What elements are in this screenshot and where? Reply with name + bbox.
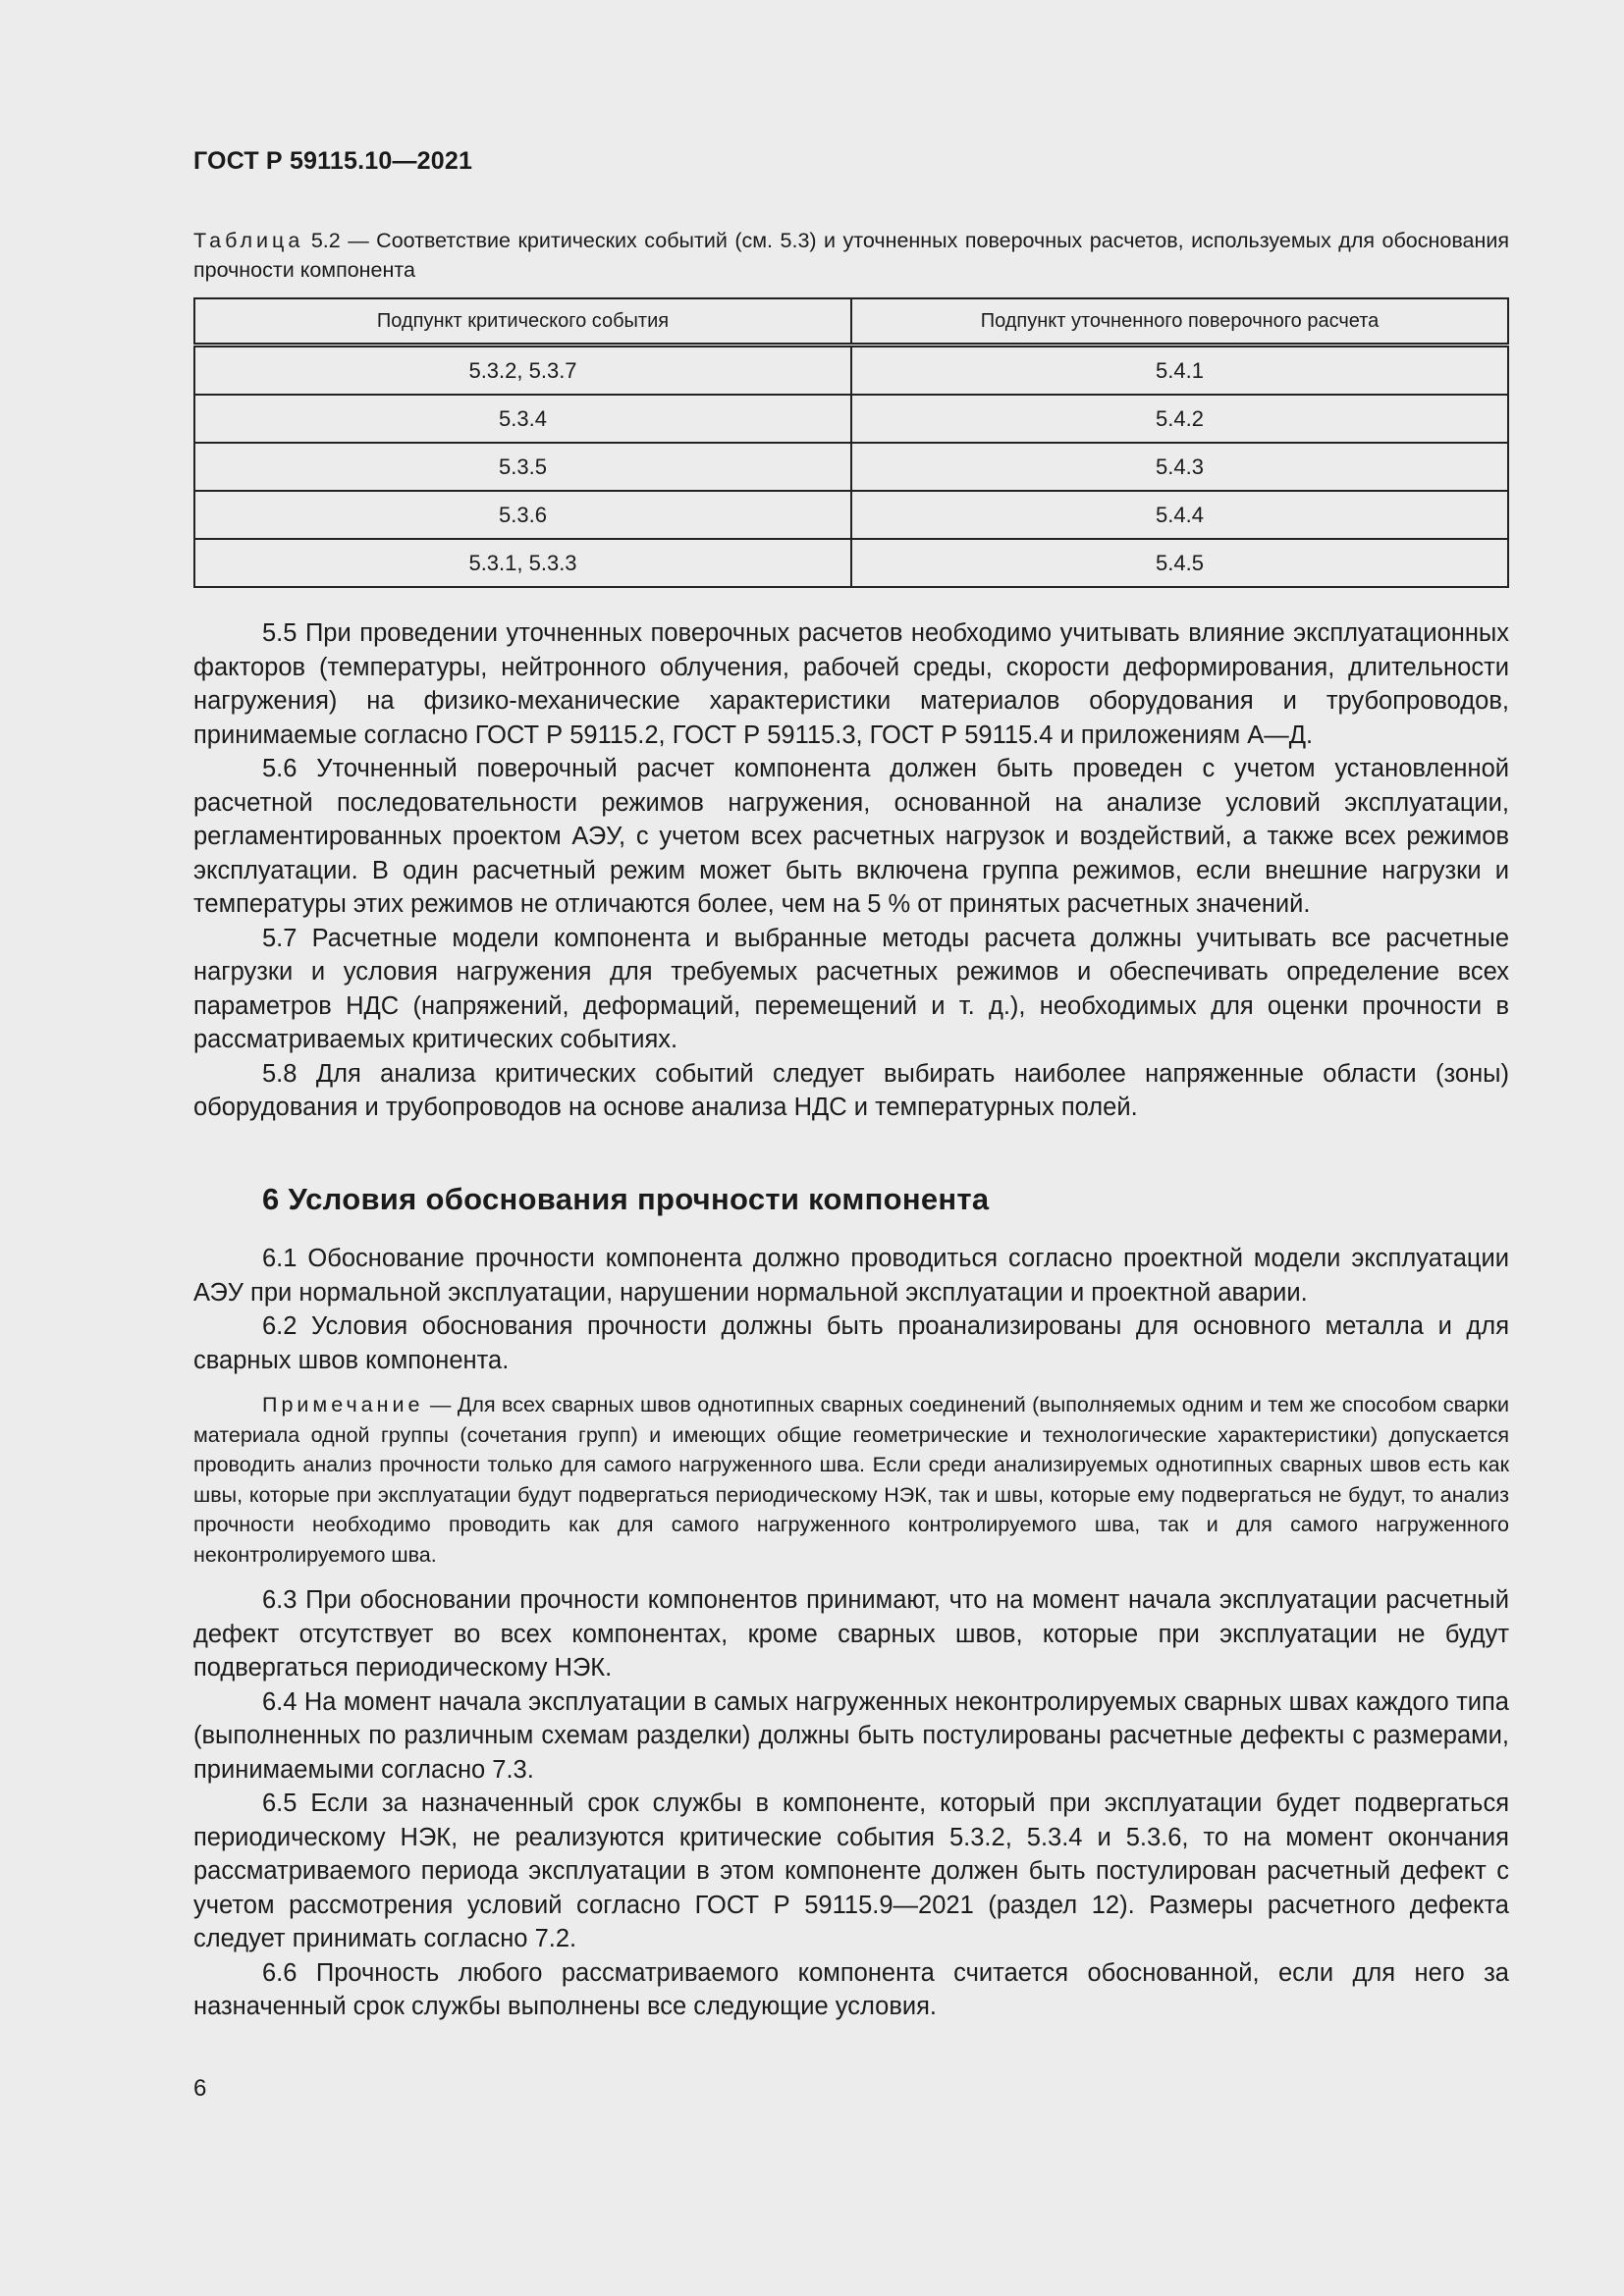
table-caption-text: 5.2 — Соответствие критических событий (см. 5.3) и уточненных поверочных расчетов, используемых для обоснования прочности компонента bbox=[193, 229, 1509, 282]
paragraph-6-1: 6.1 Обоснование прочности компонента должно проводиться согласно проектной модели эксплуатации АЭУ при нормальной эксплуатации, нарушении нормальной эксплуатации и проектной аварии. bbox=[193, 1245, 1509, 1307]
paragraph-5-5: 5.5 При проведении уточненных поверочных расчетов необходимо учитывать влияние эксплуатационных факторов (температуры, нейтронного облучения, рабочей среды, скорости деформирования, длительности нагружения) на физико-механические характеристики материалов оборудования и трубопроводов, принимаемые согласно ГОСТ Р 59115.2, ГОСТ Р 59115.3, ГОСТ Р 59115.4 и приложениям А—Д. bbox=[193, 619, 1509, 749]
document-code-header: ГОСТ Р 59115.10—2021 bbox=[193, 147, 473, 175]
column-header-verification-calc: Подпункт уточненного поверочного расчета bbox=[851, 298, 1508, 346]
table-cell: 5.3.4 bbox=[194, 395, 851, 443]
table-header-row bbox=[194, 298, 1508, 346]
table-cell: 5.3.2, 5.3.7 bbox=[194, 346, 851, 396]
table-cell: 5.4.1 bbox=[851, 346, 1508, 396]
paragraph-5-7: 5.7 Расчетные модели компонента и выбранные методы расчета должны учитывать все расчетные нагрузки и условия нагружения для требуемых расчетных режимов и обеспечивать определение всех параметров НДС (напряжений, деформаций, перемещений и т. д.), необходимых для оценки прочности в рассматриваемых критических событиях. bbox=[193, 924, 1509, 1053]
paragraph-6-5: 6.5 Если за назначенный срок службы в компоненте, который при эксплуатации будет подвергаться периодическому НЭК, не реализуются критические события 5.3.2, 5.3.4 и 5.3.6, то на момент окончания рассматриваемого периода эксплуатации в этом компоненте должен быть постулирован расчетный дефект с учетом рассмотрения условий согласно ГОСТ Р 59115.9—2021 (раздел 12). Размеры расчетного дефекта следует принимать согласно 7.2. bbox=[193, 1789, 1509, 1952]
note-text: — Для всех сварных швов однотипных сварных соединений (выполняемых одним и тем же способом сварки материала одной группы (сочетания групп) и имеющих общие геометрические и технологические характеристики) допускается проводить анализ прочности только для самого нагруженного шва. Если среди анализируемых однотипных сварных швов есть как швы, которые при эксплуатации будут подвергаться периодическому НЭК, так и швы, которые ему подвергаться не будут, то анализ прочности необходимо проводить как для самого нагруженного контролируемого шва, так и для самого нагруженного неконтролируемого шва. bbox=[193, 1393, 1509, 1567]
table-caption-label: Таблица bbox=[193, 229, 304, 252]
paragraph-6-6: 6.6 Прочность любого рассматриваемого компонента считается обоснованной, если для него за назначенный срок службы выполнены все следующие условия. bbox=[193, 1958, 1509, 2020]
section-6-paragraphs-bottom bbox=[193, 1583, 1509, 2024]
table-caption bbox=[193, 226, 1509, 285]
table-row bbox=[194, 346, 1508, 396]
table-row bbox=[194, 443, 1508, 491]
table-cell: 5.4.4 bbox=[851, 491, 1508, 539]
table-cell: 5.4.3 bbox=[851, 443, 1508, 491]
table-cell: 5.3.6 bbox=[194, 491, 851, 539]
correspondence-table bbox=[193, 297, 1509, 588]
paragraph-6-3: 6.3 При обосновании прочности компонентов принимают, что на момент начала эксплуатации расчетный дефект отсутствует во всех компонентах, кроме сварных швов, которые при эксплуатации не будут подвергаться периодическому НЭК. bbox=[193, 1586, 1509, 1682]
note-block bbox=[193, 1390, 1509, 1570]
paragraph-5-6: 5.6 Уточненный поверочный расчет компонента должен быть проведен с учетом установленной расчетной последовательности режимов нагружения, основанной на анализе условий эксплуатации, регламентированных проектом АЭУ, с учетом всех расчетных нагрузок и воздействий, а также всех режимов эксплуатации. В один расчетный режим может быть включена группа режимов, если внешние нагрузки и температуры этих режимов не отличаются более, чем на 5 % от принятых расчетных значений. bbox=[193, 755, 1509, 918]
table-cell: 5.3.5 bbox=[194, 443, 851, 491]
column-header-critical-event: Подпункт критического события bbox=[194, 298, 851, 346]
table-cell: 5.4.5 bbox=[851, 539, 1508, 587]
table-row bbox=[194, 539, 1508, 587]
page-number: 6 bbox=[193, 2075, 207, 2102]
table-cell: 5.3.1, 5.3.3 bbox=[194, 539, 851, 587]
table-row bbox=[194, 491, 1508, 539]
section-6-paragraphs-top bbox=[193, 1242, 1509, 1377]
note-label: Примечание bbox=[262, 1393, 424, 1416]
section-5-paragraphs bbox=[193, 616, 1509, 1125]
table-cell: 5.4.2 bbox=[851, 395, 1508, 443]
paragraph-5-8: 5.8 Для анализа критических событий следует выбирать наиболее напряженные области (зоны) оборудования и трубопроводов на основе анализа НДС и температурных полей. bbox=[193, 1059, 1509, 1121]
section-6-title: 6 Условия обоснования прочности компонента bbox=[262, 1182, 990, 1216]
paragraph-6-4: 6.4 На момент начала эксплуатации в самых нагруженных неконтролируемых сварных швах каждого типа (выполненных по различным схемам разделки) должны быть постулированы расчетные дефекты с размерами, принимаемыми согласно 7.3. bbox=[193, 1687, 1509, 1784]
table-row bbox=[194, 395, 1508, 443]
paragraph-6-2: 6.2 Условия обоснования прочности должны быть проанализированы для основного металла и для сварных швов компонента. bbox=[193, 1312, 1509, 1374]
